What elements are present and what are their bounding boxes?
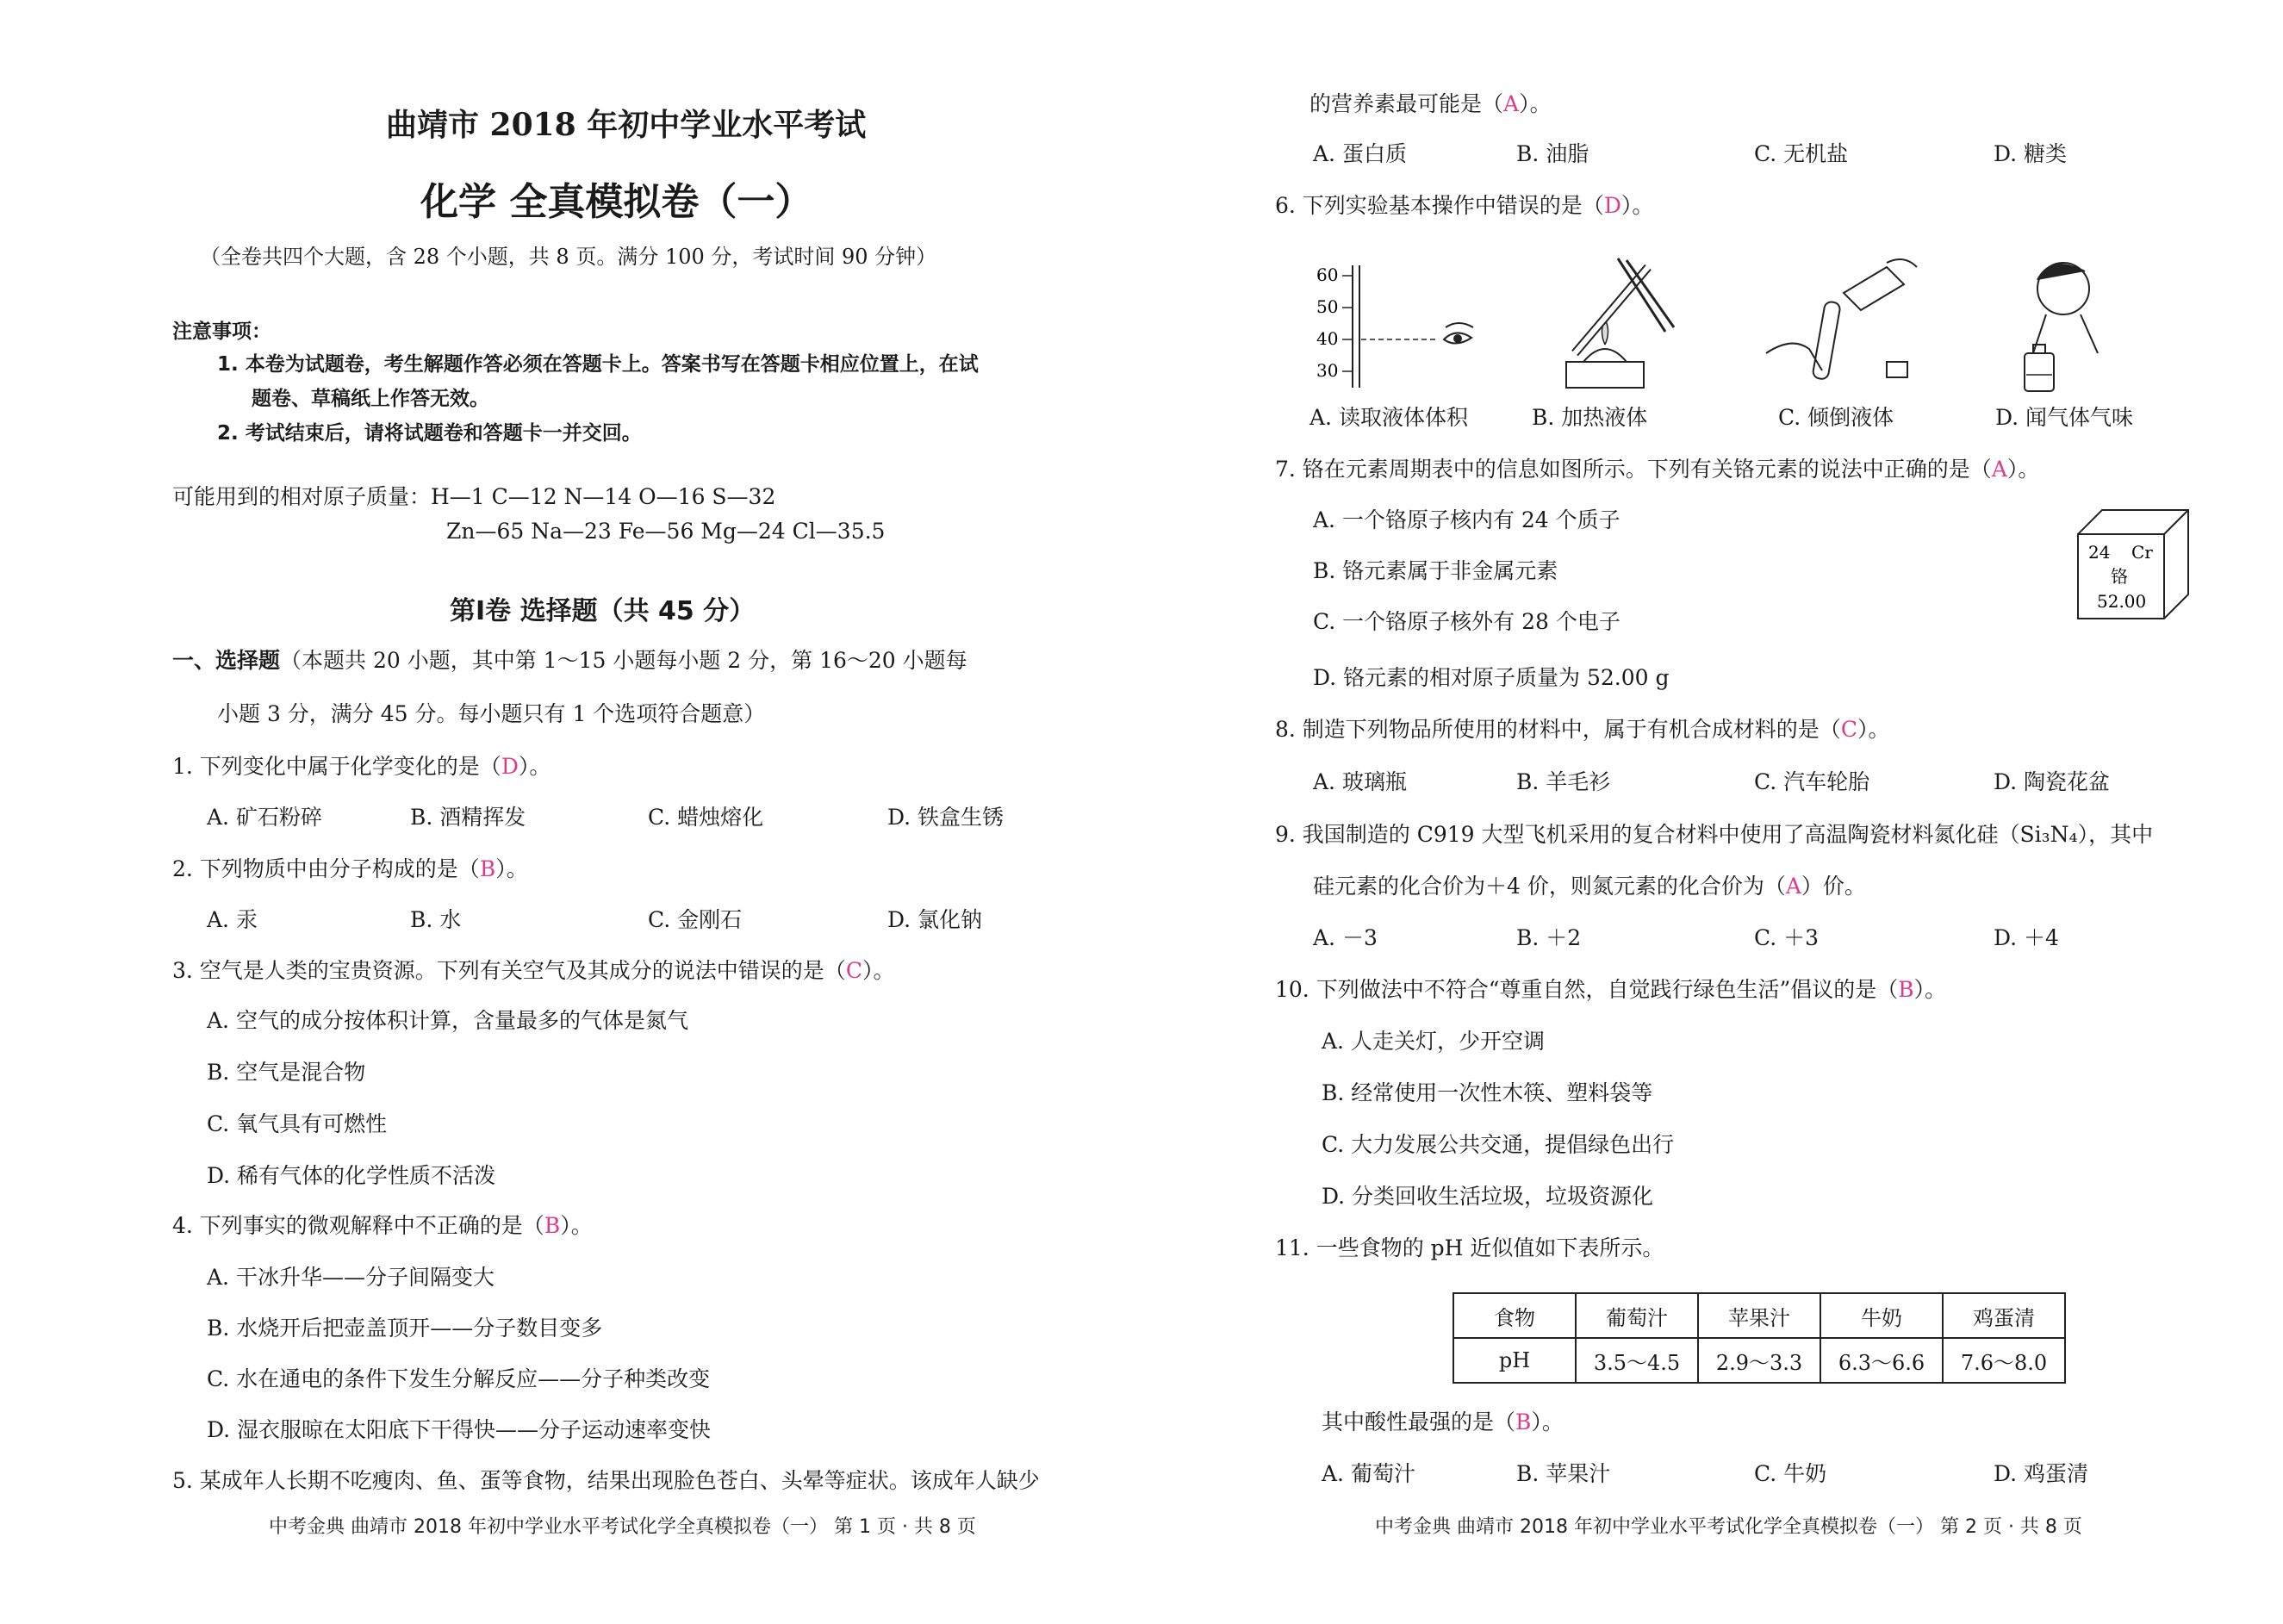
question-stem-end: ）价。: [1801, 874, 1866, 899]
option: D. 湿衣服晾在太阳底下干得快——分子运动速率变快: [207, 1417, 712, 1442]
option: D. 陶瓷花盆: [1994, 769, 2111, 794]
option: B. 苹果汁: [1516, 1461, 1611, 1486]
atomic-mass: 52.00: [2097, 591, 2147, 612]
atomic-masses-line-2: Zn—65 Na—23 Fe—56 Mg—24 Cl—35.5: [446, 519, 886, 544]
option: B. ＋2: [1516, 925, 1582, 950]
ph-table: [1453, 1292, 2066, 1384]
option: C. 蜡烛熔化: [648, 805, 764, 830]
question-6: [1275, 193, 1653, 219]
question-stem: 7. 铬在元素周期表中的信息如图所示。下列有关铬元素的说法中正确的是（: [1275, 457, 1992, 482]
question-stem: 的营养素最可能是（: [1309, 91, 1504, 116]
cylinder-tick: 40: [1316, 328, 1339, 349]
smelling-gas-illustration: [1999, 250, 2128, 401]
question-stem: 硅元素的化合价为＋4 价，则氮元素的化合价为（: [1313, 874, 1786, 899]
cylinder-reading-illustration: [1308, 258, 1489, 396]
question-stem: 2. 下列物质中由分子构成的是（: [172, 856, 480, 881]
question-10: [1275, 977, 1946, 1003]
option: C. 水在通电的条件下发生分解反应——分子种类改变: [207, 1366, 711, 1391]
page-footer-left: 中考金典 曲靖市 2018 年初中学业水平考试化学全真模拟卷（一） 第 1 页 · 共 8 页: [269, 1516, 976, 1538]
answer-mark: B: [544, 1213, 561, 1238]
part-description-a: （本题共 20 小题，其中第 1～15 小题每小题 2 分，第 16～20 小题每: [280, 648, 967, 673]
page-footer-right: 中考金典 曲靖市 2018 年初中学业水平考试化学全真模拟卷（一） 第 2 页 · 共 8 页: [1375, 1516, 2082, 1538]
element-symbol: Cr: [2131, 542, 2153, 563]
option: B. 油脂: [1516, 141, 1589, 166]
option: C. 牛奶: [1754, 1461, 1827, 1486]
question-stem: 8. 制造下列物品所使用的材料中，属于有机合成材料的是（: [1275, 717, 1841, 742]
part-heading: 一、选择题: [172, 648, 281, 673]
heating-liquid-illustration: [1532, 250, 1678, 396]
option: C. 氧气具有可燃性: [207, 1111, 388, 1136]
question-stem-end: ）。: [2006, 457, 2040, 482]
answer-mark: A: [1785, 874, 1801, 899]
table-header-cell: 食物: [1453, 1293, 1576, 1338]
option: A. 空气的成分按体积计算，含量最多的气体是氮气: [207, 1008, 688, 1033]
question-8: [1275, 717, 1889, 743]
illustration-caption-b: B. 加热液体: [1532, 405, 1648, 430]
notice-item-1a: 1. 本卷为试题卷，考生解题作答必须在答题卡上。答案书写在答题卡相应位置上，在试: [217, 353, 979, 376]
option: C. 一个铬原子核外有 28 个电子: [1313, 609, 1620, 634]
illustration-caption-c: C. 倾倒液体: [1778, 405, 1894, 430]
answer-mark: D: [501, 754, 519, 779]
question-stem-end: ）。: [1620, 193, 1654, 218]
option: D. 氯化钠: [887, 907, 983, 932]
question-7: [1275, 457, 2039, 482]
option: B. 铬元素属于非金属元素: [1313, 558, 1558, 583]
question-1: [172, 754, 551, 780]
notice-heading: 注意事项：: [172, 320, 271, 343]
question-stem-end: ）。: [560, 1213, 593, 1238]
periodic-table-cell: [2076, 508, 2190, 620]
table-row: [1453, 1338, 2065, 1383]
section-heading: 第Ⅰ卷 选择题（共 45 分）: [450, 596, 756, 626]
answer-mark: B: [1898, 977, 1914, 1002]
answer-mark: A: [1991, 457, 2007, 482]
option: A. 人走关灯，少开空调: [1322, 1029, 1545, 1054]
option: A. 蛋白质: [1313, 141, 1407, 166]
part-heading-line-1: [172, 648, 967, 674]
question-9-line-1: 9. 我国制造的 C919 大型飞机采用的复合材料中使用了高温陶瓷材料氮化硅（Si₃N₄），其中: [1275, 822, 2154, 847]
atomic-masses-line-1: 可能用到的相对原子质量：H—1 C—12 N—14 O—16 S—32: [172, 484, 776, 509]
question-stem-end: ）。: [518, 754, 551, 779]
option: A. 矿石粉碎: [207, 805, 322, 830]
question-5-continued: [1309, 91, 1552, 117]
question-stem: 1. 下列变化中属于化学变化的是（: [172, 754, 501, 779]
option: C. 金刚石: [648, 907, 743, 932]
table-header-cell: 牛奶: [1820, 1293, 1943, 1338]
cylinder-tick: 60: [1316, 264, 1339, 285]
option: A. －3: [1313, 925, 1378, 950]
option: D. 分类回收生活垃圾，垃圾资源化: [1322, 1184, 1654, 1209]
question-2: [172, 856, 528, 882]
answer-mark: B: [479, 856, 496, 881]
option: A. 干冰升华——分子间隔变大: [207, 1265, 495, 1290]
option: D. 鸡蛋清: [1994, 1461, 2089, 1486]
answer-mark: D: [1603, 193, 1621, 218]
question-5: 5. 某成年人长期不吃瘦肉、鱼、蛋等食物，结果出现脸色苍白、头晕等症状。该成年人缺少: [172, 1468, 1040, 1493]
option: A. 葡萄汁: [1322, 1461, 1415, 1486]
option: D. ＋4: [1994, 925, 2059, 950]
question-11: 11. 一些食物的 pH 近似值如下表所示。: [1275, 1235, 1664, 1260]
table-cell: 6.3～6.6: [1820, 1338, 1943, 1383]
option: A. 玻璃瓶: [1313, 769, 1407, 794]
question-3: [172, 958, 894, 984]
option: C. 大力发展公共交通，提倡绿色出行: [1322, 1132, 1675, 1157]
question-4: [172, 1213, 593, 1239]
option: B. 经常使用一次性木筷、塑料袋等: [1322, 1080, 1653, 1105]
question-stem-end: ）。: [1857, 717, 1890, 742]
table-row: [1453, 1293, 2065, 1338]
option: B. 空气是混合物: [207, 1060, 366, 1085]
illustration-caption-d: D. 闻气体气味: [1995, 405, 2134, 430]
option: D. 糖类: [1994, 141, 2068, 166]
option: A. 一个铬原子核内有 24 个质子: [1313, 507, 1620, 532]
option: A. 汞: [207, 907, 258, 932]
option: D. 稀有气体的化学性质不活泼: [207, 1163, 496, 1188]
table-header-cell: 葡萄汁: [1576, 1293, 1698, 1338]
subject-title: 化学 全真模拟卷（一）: [420, 180, 813, 224]
table-header-cell: 苹果汁: [1698, 1293, 1820, 1338]
option: D. 铬元素的相对原子质量为 52.00 g: [1313, 665, 1670, 690]
question-stem: 6. 下列实验基本操作中错误的是（: [1275, 193, 1604, 218]
answer-mark: C: [1840, 717, 1857, 742]
answer-mark: A: [1503, 91, 1520, 116]
cylinder-tick: 50: [1316, 296, 1339, 317]
exam-subtitle: （全卷共四个大题，含 28 个小题，共 8 页。满分 100 分，考试时间 90 分钟）: [200, 245, 937, 269]
notice-item-2: 2. 考试结束后，请将试题卷和答题卡一并交回。: [217, 422, 642, 445]
question-stem-end: ）。: [495, 856, 528, 881]
question-stem-end: ）。: [1913, 977, 1947, 1002]
question-stem-end: ）。: [1531, 1409, 1564, 1434]
table-header-cell: 鸡蛋清: [1943, 1293, 2065, 1338]
option: D. 铁盒生锈: [887, 805, 1005, 830]
option: B. 羊毛衫: [1516, 769, 1611, 794]
option: C. ＋3: [1754, 925, 1820, 950]
question-11-prompt: [1322, 1409, 1564, 1435]
element-name: 铬: [2111, 566, 2128, 587]
question-9-line-2: [1313, 874, 1866, 899]
pouring-liquid-illustration: [1757, 250, 1921, 396]
answer-mark: C: [845, 958, 862, 983]
notice-item-1b: 题卷、草稿纸上作答无效。: [252, 388, 489, 410]
option: C. 汽车轮胎: [1754, 769, 1870, 794]
atomic-number: 24: [2088, 542, 2111, 563]
question-stem: 10. 下列做法中不符合“尊重自然，自觉践行绿色生活”倡议的是（: [1275, 977, 1899, 1002]
illustration-caption-a: A. 读取液体体积: [1309, 405, 1468, 430]
question-stem: 其中酸性最强的是（: [1322, 1409, 1516, 1434]
cylinder-tick: 30: [1316, 360, 1339, 381]
question-stem: 4. 下列事实的微观解释中不正确的是（: [172, 1213, 544, 1238]
option: B. 酒精挥发: [410, 805, 526, 830]
option: C. 无机盐: [1754, 141, 1849, 166]
question-stem: 3. 空气是人类的宝贵资源。下列有关空气及其成分的说法中错误的是（: [172, 958, 846, 983]
table-cell: 7.6～8.0: [1943, 1338, 2065, 1383]
table-cell: 3.5～4.5: [1576, 1338, 1698, 1383]
table-cell: 2.9～3.3: [1698, 1338, 1820, 1383]
question-stem-end: ）。: [862, 958, 895, 983]
option: B. 水烧开后把壶盖顶开——分子数目变多: [207, 1316, 603, 1341]
part-description-b: 小题 3 分，满分 45 分。每小题只有 1 个选项符合题意）: [217, 701, 766, 726]
question-stem-end: ）。: [1519, 91, 1552, 116]
page-title: 曲靖市 2018 年初中学业水平考试: [386, 107, 867, 143]
option: B. 水: [410, 907, 462, 932]
answer-mark: B: [1515, 1409, 1532, 1434]
table-cell: pH: [1453, 1338, 1576, 1383]
